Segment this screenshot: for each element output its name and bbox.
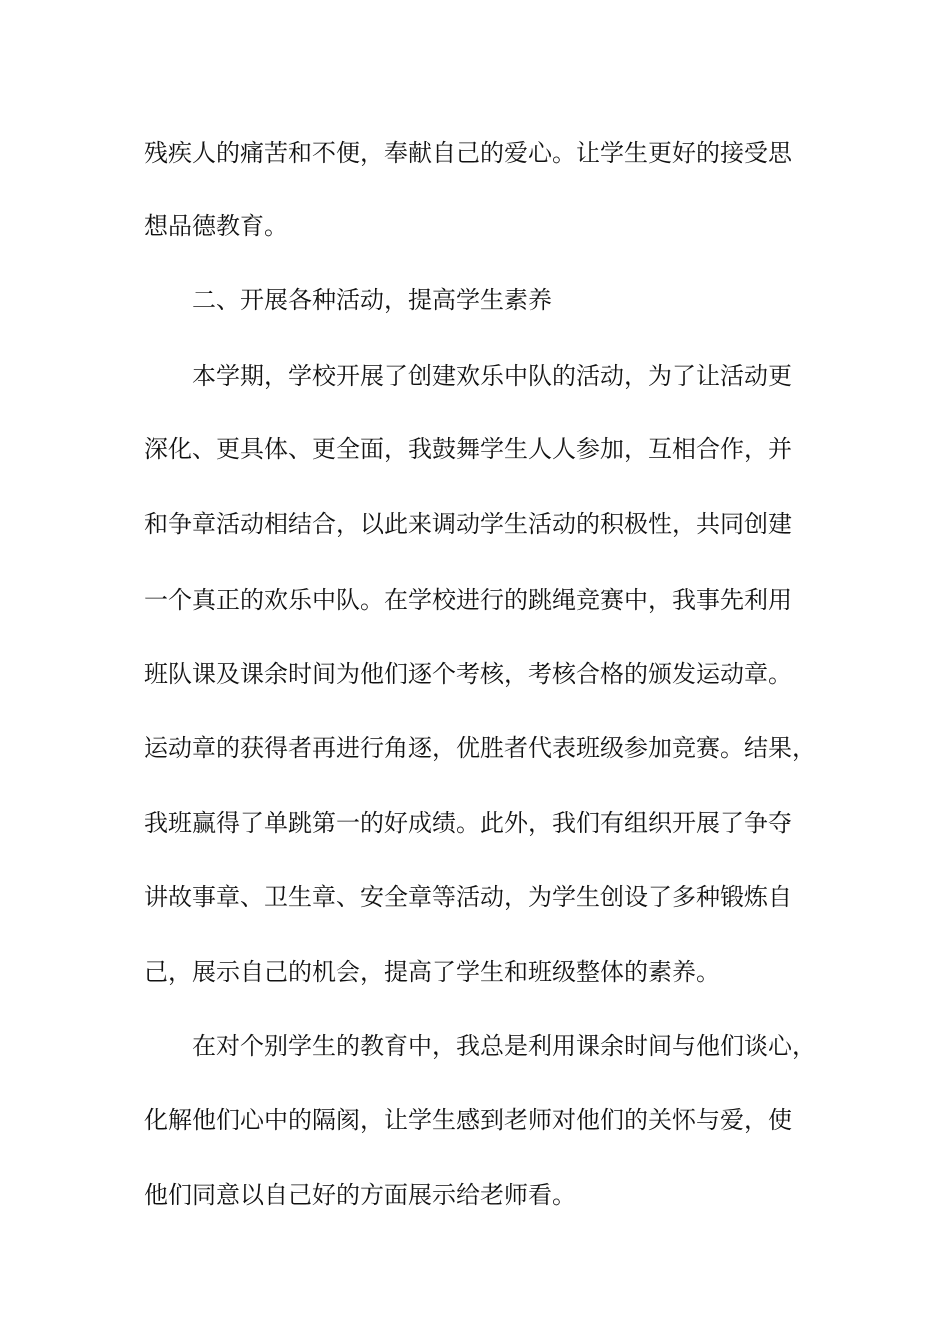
paragraph-line: 我班赢得了单跳第一的好成绩。此外，我们有组织开展了争夺 [144, 809, 792, 837]
paragraph-line: 己，展示自己的机会，提高了学生和班级整体的素养。 [144, 958, 720, 986]
paragraph-line: 和争章活动相结合，以此来调动学生活动的积极性，共同创建 [144, 510, 792, 538]
paragraph-line: 班队课及课余时间为他们逐个考核，考核合格的颁发运动章。 [144, 660, 792, 688]
paragraph-line: 他们同意以自己好的方面展示给老师看。 [144, 1181, 576, 1209]
paragraph-line: 残疾人的痛苦和不便，奉献自己的爱心。让学生更好的接受思 [144, 139, 792, 167]
paragraph-line: 本学期，学校开展了创建欢乐中队的活动，为了让活动更 [192, 362, 792, 390]
paragraph-line: 在对个别学生的教育中，我总是利用课余时间与他们谈心， [192, 1032, 816, 1060]
section-heading: 二、开展各种活动，提高学生素养 [192, 286, 552, 314]
paragraph-line: 一个真正的欢乐中队。在学校进行的跳绳竞赛中，我事先利用 [144, 586, 792, 614]
paragraph-line: 化解他们心中的隔阂，让学生感到老师对他们的关怀与爱，使 [144, 1106, 792, 1134]
paragraph-line: 想品德教育。 [144, 212, 288, 240]
paragraph-line: 讲故事章、卫生章、安全章等活动，为学生创设了多种锻炼自 [144, 883, 792, 911]
paragraph-line: 深化、更具体、更全面，我鼓舞学生人人参加，互相合作，并 [144, 435, 792, 463]
paragraph-line: 运动章的获得者再进行角逐，优胜者代表班级参加竞赛。结果， [144, 734, 816, 762]
